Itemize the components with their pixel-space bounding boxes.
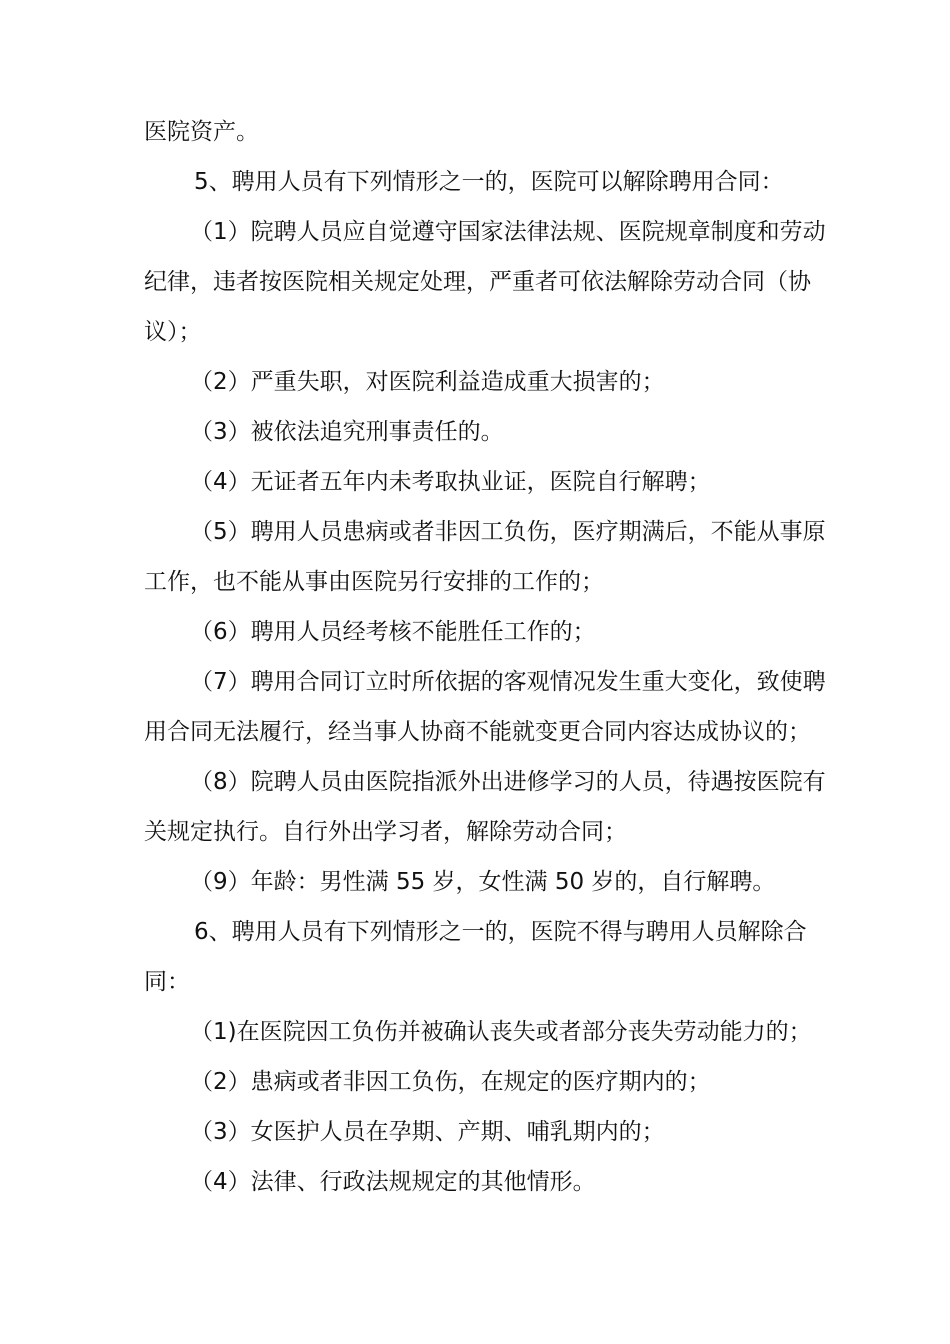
section-heading: 5、聘用人员有下列情形之一的，医院可以解除聘用合同：: [194, 169, 784, 195]
list-item: （7）聘用合同订立时所依据的客观情况发生重大变化，致使聘: [190, 669, 826, 695]
list-item: （2）严重失职，对医院利益造成重大损害的；: [190, 369, 665, 395]
list-item: （9）年龄：男性满 55 岁，女性满 50 岁的，自行解聘。: [190, 869, 776, 895]
list-item: （3）女医护人员在孕期、产期、哺乳期内的；: [190, 1119, 665, 1145]
text-line: 同：: [144, 969, 190, 995]
list-item: （1)在医院因工负伤并被确认丧失或者部分丧失劳动能力的；: [190, 1019, 812, 1045]
list-item: （8）院聘人员由医院指派外出进修学习的人员，待遇按医院有: [190, 769, 826, 795]
list-item: （4）法律、行政法规规定的其他情形。: [190, 1169, 596, 1195]
list-item: （5）聘用人员患病或者非因工负伤，医疗期满后，不能从事原: [190, 519, 826, 545]
text-line: 关规定执行。自行外出学习者，解除劳动合同；: [144, 819, 627, 845]
document-body: [144, 107, 844, 1207]
text-line: 用合同无法履行，经当事人协商不能就变更合同内容达成协议的；: [144, 719, 811, 745]
section-heading: 6、聘用人员有下列情形之一的，医院不得与聘用人员解除合: [194, 919, 807, 945]
list-item: （3）被依法追究刑事责任的。: [190, 419, 504, 445]
text-line: 医院资产。: [144, 119, 259, 145]
list-item: （4）无证者五年内未考取执业证，医院自行解聘；: [190, 469, 711, 495]
list-item: （6）聘用人员经考核不能胜任工作的；: [190, 619, 596, 645]
text-line: 纪律，违者按医院相关规定处理，严重者可依法解除劳动合同（协: [144, 269, 811, 295]
list-item: （2）患病或者非因工负伤，在规定的医疗期内的；: [190, 1069, 711, 1095]
list-item: （1）院聘人员应自觉遵守国家法律法规、医院规章制度和劳动: [190, 219, 826, 245]
text-line: 工作，也不能从事由医院另行安排的工作的；: [144, 569, 604, 595]
text-line: 议）；: [144, 319, 202, 345]
